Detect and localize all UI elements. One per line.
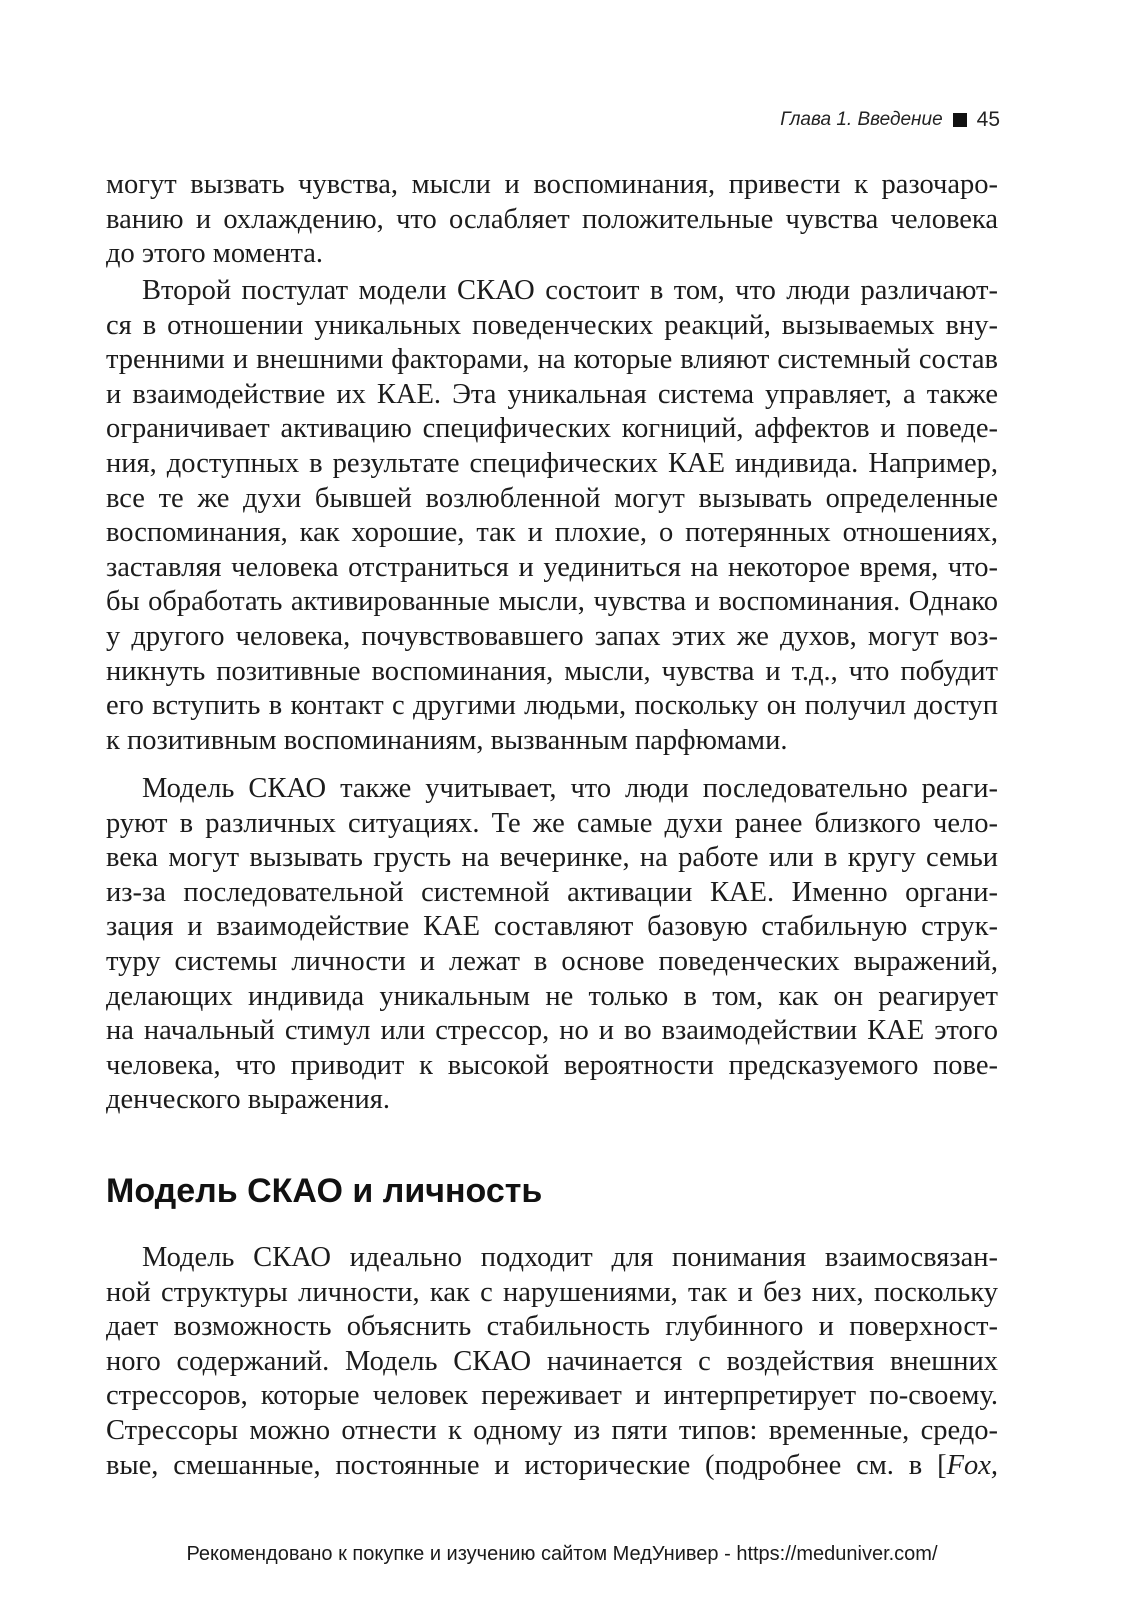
text-line: ного содержаний. Модель СКАО начинается с воздействия внешних — [106, 1345, 998, 1377]
text-line: Модель СКАО идеально подходит для понимания взаимосвязан- — [142, 1242, 998, 1273]
text-line: ся в отношении уникальных поведенческих реакций, вызываемых вну- — [106, 309, 998, 341]
paragraph-3 — [106, 772, 998, 1118]
text-line: Стрессоры можно отнести к одному из пяти типов: временные, средо- — [106, 1414, 998, 1446]
text-line: Второй постулат модели СКАО состоит в том, что люди различают- — [142, 275, 998, 306]
text-line: денческого выражения. — [106, 1084, 390, 1116]
text-line: из-за последовательной системной активации КАЕ. Именно органи- — [106, 876, 998, 908]
section-heading: Модель СКАО и личность — [106, 1172, 543, 1210]
text-line: и взаимодействие их КАЕ. Эта уникальная система управляет, а также — [106, 378, 998, 410]
text-line: могут вызвать чувства, мысли и воспоминания, привести к разочаро- — [106, 169, 998, 200]
page-number: 45 — [976, 108, 1000, 131]
text-line: у другого человека, почувствовавшего запах этих же духов, могут воз- — [106, 620, 998, 652]
text-line: стрессоров, которые человек переживает и интерпретирует по-своему. — [106, 1380, 998, 1412]
citation-author: Fox, — [946, 1449, 998, 1481]
text-line: до этого момента. — [106, 238, 324, 270]
text-line: никнуть позитивные воспоминания, мысли, чувства и т.д., что побудит — [106, 655, 998, 687]
text-line: зация и взаимодействие КАЕ составляют базовую стабильную струк- — [106, 911, 998, 943]
text-line: ограничивает активацию специфических когниций, аффектов и поведе- — [106, 413, 998, 445]
text-line: воспоминания, как хорошие, так и плохие, о потерянных отношениях, — [106, 517, 998, 549]
text-line: делающих индивида уникальным не только в том, как он реагирует — [106, 980, 998, 1012]
text-line: ния, доступных в результате специфических КАЕ индивида. Например, — [106, 447, 998, 479]
text-line: ной структуры личности, как с нарушениями, так и без них, поскольку — [106, 1276, 998, 1308]
text-line: его вступить в контакт с другими людьми, поскольку он получил доступ — [106, 690, 998, 722]
paragraph-4 — [106, 1241, 998, 1483]
text-line: к позитивным воспоминаниям, вызванным парфюмами. — [106, 724, 788, 756]
text-line: человека, что приводит к высокой вероятности предсказуемого пове- — [106, 1049, 998, 1081]
text-line: дает возможность объяснить стабильность глубинного и поверхност- — [106, 1311, 998, 1343]
text-line: ванию и охлаждению, что ослабляет положительные чувства человека — [106, 203, 998, 235]
square-bullet-icon — [953, 113, 967, 127]
text-line: Модель СКАО также учитывает, что люди последовательно реаги- — [142, 773, 998, 804]
text-line: вые, смешанные, постоянные и исторические (подробнее см. в [Fox, — [106, 1449, 998, 1481]
text-line: тренними и внешними факторами, на которые влияют системный состав — [106, 344, 998, 376]
text-line: бы обработать активированные мысли, чувства и воспоминания. Однако — [106, 586, 998, 618]
text-line: на начальный стимул или стрессор, но и во взаимодействии КАЕ этого — [106, 1015, 998, 1047]
text-line: заставляя человека отстраниться и уединиться на некоторое время, что- — [106, 551, 998, 583]
chapter-title: Глава 1. Введение — [780, 109, 943, 130]
running-header — [780, 108, 1000, 132]
text-line: руют в различных ситуациях. Те же самые духи ранее близкого чело- — [106, 807, 998, 839]
footer-watermark: Рекомендовано к покупке и изучению сайтом МедУнивер - https://meduniver.com/ — [186, 1543, 938, 1565]
text-line: туру системы личности и лежат в основе поведенческих выражений, — [106, 945, 998, 977]
paragraph-2 — [106, 274, 998, 758]
text-line: века могут вызывать грусть на вечеринке, на работе или в кругу семьи — [106, 842, 998, 874]
text-line: все те же духи бывшей возлюбленной могут вызывать определенные — [106, 482, 998, 514]
paragraph-1 — [106, 168, 998, 272]
